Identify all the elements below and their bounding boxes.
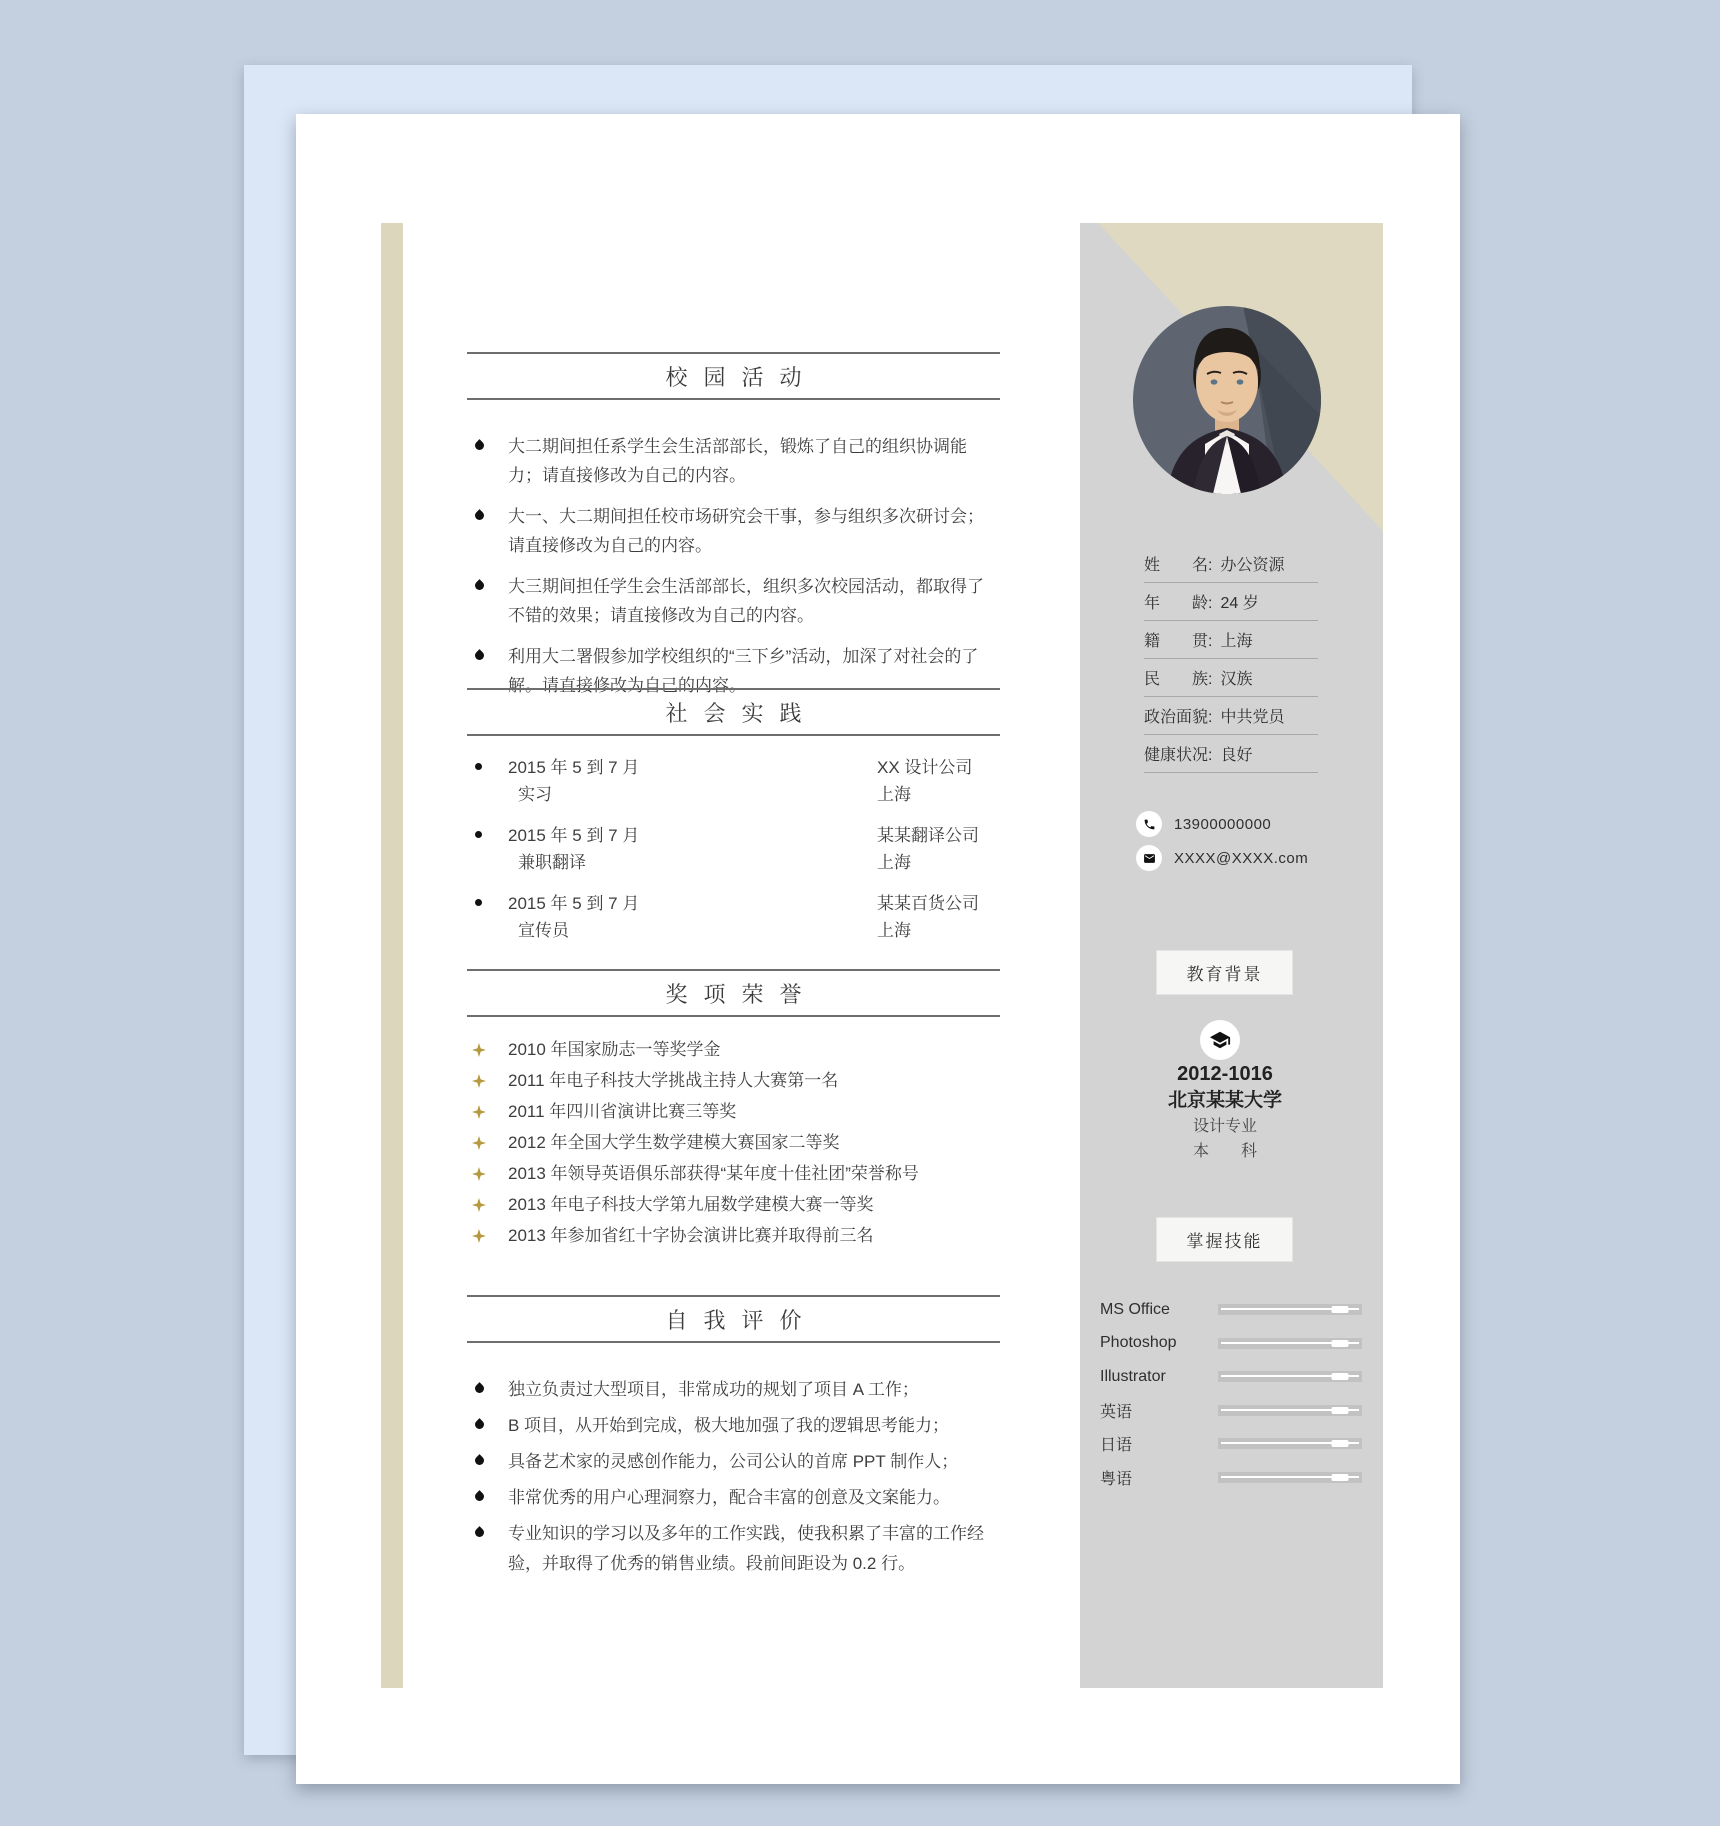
star-bullet-icon <box>472 1136 486 1150</box>
portrait-illustration <box>1133 306 1321 494</box>
info-value: 上海 <box>1220 633 1253 650</box>
education-degree: 本 科 <box>1192 1143 1257 1160</box>
droplet-bullet-icon <box>473 1418 486 1431</box>
list-item <box>467 1411 1000 1441</box>
info-row <box>1144 545 1318 583</box>
list-item <box>467 572 1000 630</box>
skill-slider <box>1218 1405 1362 1416</box>
practice-company: 某某翻译公司 <box>877 826 979 845</box>
practice-entry <box>467 754 1000 808</box>
award-item <box>467 1068 1000 1094</box>
section-self-evaluation <box>467 1295 1000 1585</box>
info-row <box>1144 735 1318 773</box>
email-row <box>1136 845 1308 871</box>
info-label: 健康状况: <box>1144 747 1213 764</box>
skill-slider-handle <box>1332 1407 1349 1414</box>
droplet-bullet-icon <box>473 1526 486 1539</box>
practice-role: 实习 <box>518 785 552 804</box>
practice-role: 宣传员 <box>518 921 569 940</box>
list-item-text: 具备艺术家的灵感创作能力，公司公认的首席 PPT 制作人； <box>508 1452 959 1471</box>
info-value: 中共党员 <box>1220 709 1285 726</box>
info-value: 办公资源 <box>1220 557 1285 574</box>
skill-slider <box>1218 1304 1362 1315</box>
star-bullet-icon <box>472 1229 486 1243</box>
droplet-bullet-icon <box>473 509 486 522</box>
skill-row <box>1100 1327 1370 1361</box>
dot-bullet-icon <box>475 763 482 770</box>
skill-row <box>1100 1293 1370 1327</box>
award-text: 2011 年四川省演讲比赛三等奖 <box>508 1102 737 1121</box>
skill-slider-handle <box>1332 1306 1349 1313</box>
list-item <box>467 1483 1000 1513</box>
phone-icon <box>1136 811 1162 837</box>
section-title: 校园活动 <box>467 352 1000 400</box>
practice-entry <box>467 890 1000 944</box>
skill-row <box>1100 1360 1370 1394</box>
skill-label: Illustrator <box>1100 1367 1166 1385</box>
education-school: 北京某某大学 <box>1167 1090 1282 1111</box>
star-bullet-icon <box>472 1198 486 1212</box>
info-row <box>1144 583 1318 621</box>
award-item <box>467 1130 1000 1156</box>
skill-label: 粤语 <box>1100 1470 1133 1488</box>
info-label: 籍 贯: <box>1144 633 1213 650</box>
personal-info-list <box>1144 545 1318 773</box>
droplet-bullet-icon <box>473 1382 486 1395</box>
info-label: 政治面貌: <box>1144 709 1213 726</box>
star-bullet-icon <box>472 1167 486 1181</box>
info-label: 民 族: <box>1144 671 1213 688</box>
dot-bullet-icon <box>475 899 482 906</box>
award-text: 2010 年国家励志一等奖学金 <box>508 1040 721 1059</box>
practice-date: 2015 年 5 到 7 月 <box>508 758 640 777</box>
email-icon <box>1136 845 1162 871</box>
practice-company-block <box>877 822 979 876</box>
list-item <box>467 502 1000 560</box>
sidebar <box>1080 223 1383 1688</box>
education-period: 2012-1016 <box>1177 1063 1273 1085</box>
skill-slider <box>1218 1338 1362 1349</box>
practice-city: 上海 <box>877 785 911 804</box>
star-bullet-icon <box>472 1074 486 1088</box>
practice-city: 上海 <box>877 853 911 872</box>
skills-list <box>1100 1293 1370 1494</box>
award-text: 2013 年参加省红十字协会演讲比赛并取得前三名 <box>508 1226 874 1245</box>
self-eval-list <box>467 1375 1000 1579</box>
info-value: 汉族 <box>1220 671 1253 688</box>
list-item-text: 专业知识的学习以及多年的工作实践，使我积累了丰富的工作经验，并取得了优秀的销售业绩。段前间距设为 0.2 行。 <box>508 1524 984 1573</box>
skill-label: Photoshop <box>1100 1334 1177 1352</box>
skill-slider <box>1218 1438 1362 1449</box>
info-row <box>1144 697 1318 735</box>
practice-entry <box>467 822 1000 876</box>
list-item-text: 独立负责过大型项目，非常成功的规划了项目 A 工作； <box>508 1380 919 1399</box>
info-label: 年 龄: <box>1144 595 1213 612</box>
droplet-bullet-icon <box>473 1454 486 1467</box>
award-text: 2013 年电子科技大学第九届数学建模大赛一等奖 <box>508 1195 874 1214</box>
contact-block <box>1136 811 1308 879</box>
info-row <box>1144 621 1318 659</box>
droplet-bullet-icon <box>473 579 486 592</box>
star-bullet-icon <box>472 1105 486 1119</box>
info-label: 姓 名: <box>1144 557 1213 574</box>
info-value: 良好 <box>1220 747 1253 764</box>
skill-row <box>1100 1461 1370 1495</box>
award-text: 2013 年领导英语俱乐部获得“某年度十佳社团”荣誉称号 <box>508 1164 919 1183</box>
practice-company: XX 设计公司 <box>877 758 973 777</box>
list-item-text: 非常优秀的用户心理洞察力，配合丰富的创意及文案能力。 <box>508 1488 950 1507</box>
droplet-bullet-icon <box>473 1490 486 1503</box>
practice-city: 上海 <box>877 921 911 940</box>
star-bullet-icon <box>472 1043 486 1057</box>
phone-row <box>1136 811 1308 837</box>
practice-list <box>467 754 1000 944</box>
skill-row <box>1100 1427 1370 1461</box>
practice-role: 兼职翻译 <box>518 853 586 872</box>
section-awards <box>467 969 1000 1254</box>
skill-slider-handle <box>1332 1373 1349 1380</box>
skill-slider-handle <box>1332 1340 1349 1347</box>
skill-label: 日语 <box>1100 1437 1133 1455</box>
list-item-text: 大二期间担任系学生会生活部部长，锻炼了自己的组织协调能力；请直接修改为自己的内容。 <box>508 437 967 485</box>
skill-label: 英语 <box>1100 1403 1133 1421</box>
phone-number: 13900000000 <box>1174 815 1272 833</box>
droplet-bullet-icon <box>473 439 486 452</box>
award-item <box>467 1223 1000 1249</box>
practice-date: 2015 年 5 到 7 月 <box>508 826 640 845</box>
graduation-cap-icon <box>1200 1020 1240 1060</box>
skill-slider <box>1218 1371 1362 1382</box>
list-item <box>467 1447 1000 1477</box>
section-social-practice <box>467 688 1000 958</box>
award-item <box>467 1099 1000 1125</box>
skill-row <box>1100 1394 1370 1428</box>
accent-strip <box>381 223 403 1688</box>
list-item-text: 大一、大二期间担任校市场研究会干事，参与组织多次研讨会；请直接修改为自己的内容。 <box>508 507 984 555</box>
skill-slider-handle <box>1332 1474 1349 1481</box>
practice-date: 2015 年 5 到 7 月 <box>508 894 640 913</box>
skill-slider <box>1218 1472 1362 1483</box>
award-text: 2012 年全国大学生数学建模大赛国家二等奖 <box>508 1133 840 1152</box>
list-item <box>467 1519 1000 1579</box>
info-value: 24 岁 <box>1220 595 1259 612</box>
profile-photo <box>1133 306 1321 494</box>
skill-label: MS Office <box>1100 1300 1170 1318</box>
section-title: 社会实践 <box>467 688 1000 736</box>
droplet-bullet-icon <box>473 649 486 662</box>
list-item-text: 大三期间担任学生会生活部部长，组织多次校园活动，都取得了不错的效果；请直接修改为自己的内容。 <box>508 577 984 625</box>
award-item <box>467 1192 1000 1218</box>
campus-list <box>467 432 1000 700</box>
skill-slider-handle <box>1332 1440 1349 1447</box>
list-item-text: 利用大二署假参加学校组织的“三下乡”活动，加深了对社会的了解。请直接修改为自己的内容。 <box>508 647 979 695</box>
education-header: 教育背景 <box>1156 950 1293 995</box>
award-item <box>467 1161 1000 1187</box>
education-block <box>1080 1061 1370 1164</box>
section-title: 自我评价 <box>467 1295 1000 1343</box>
info-row <box>1144 659 1318 697</box>
list-item <box>467 432 1000 490</box>
section-campus-activities <box>467 352 1000 712</box>
education-major: 设计专业 <box>1192 1118 1257 1135</box>
award-item <box>467 1037 1000 1063</box>
practice-company-block <box>877 890 979 944</box>
list-item-text: B 项目，从开始到完成，极大地加强了我的逻辑思考能力； <box>508 1416 950 1435</box>
practice-company: 某某百货公司 <box>877 894 979 913</box>
section-title: 奖项荣誉 <box>467 969 1000 1017</box>
email-address: XXXX@XXXX.com <box>1174 849 1309 867</box>
practice-company-block <box>877 754 972 808</box>
dot-bullet-icon <box>475 831 482 838</box>
award-text: 2011 年电子科技大学挑战主持人大赛第一名 <box>508 1071 839 1090</box>
awards-list <box>467 1037 1000 1249</box>
resume-page <box>296 114 1460 1784</box>
skills-header: 掌握技能 <box>1156 1217 1293 1262</box>
list-item <box>467 1375 1000 1405</box>
